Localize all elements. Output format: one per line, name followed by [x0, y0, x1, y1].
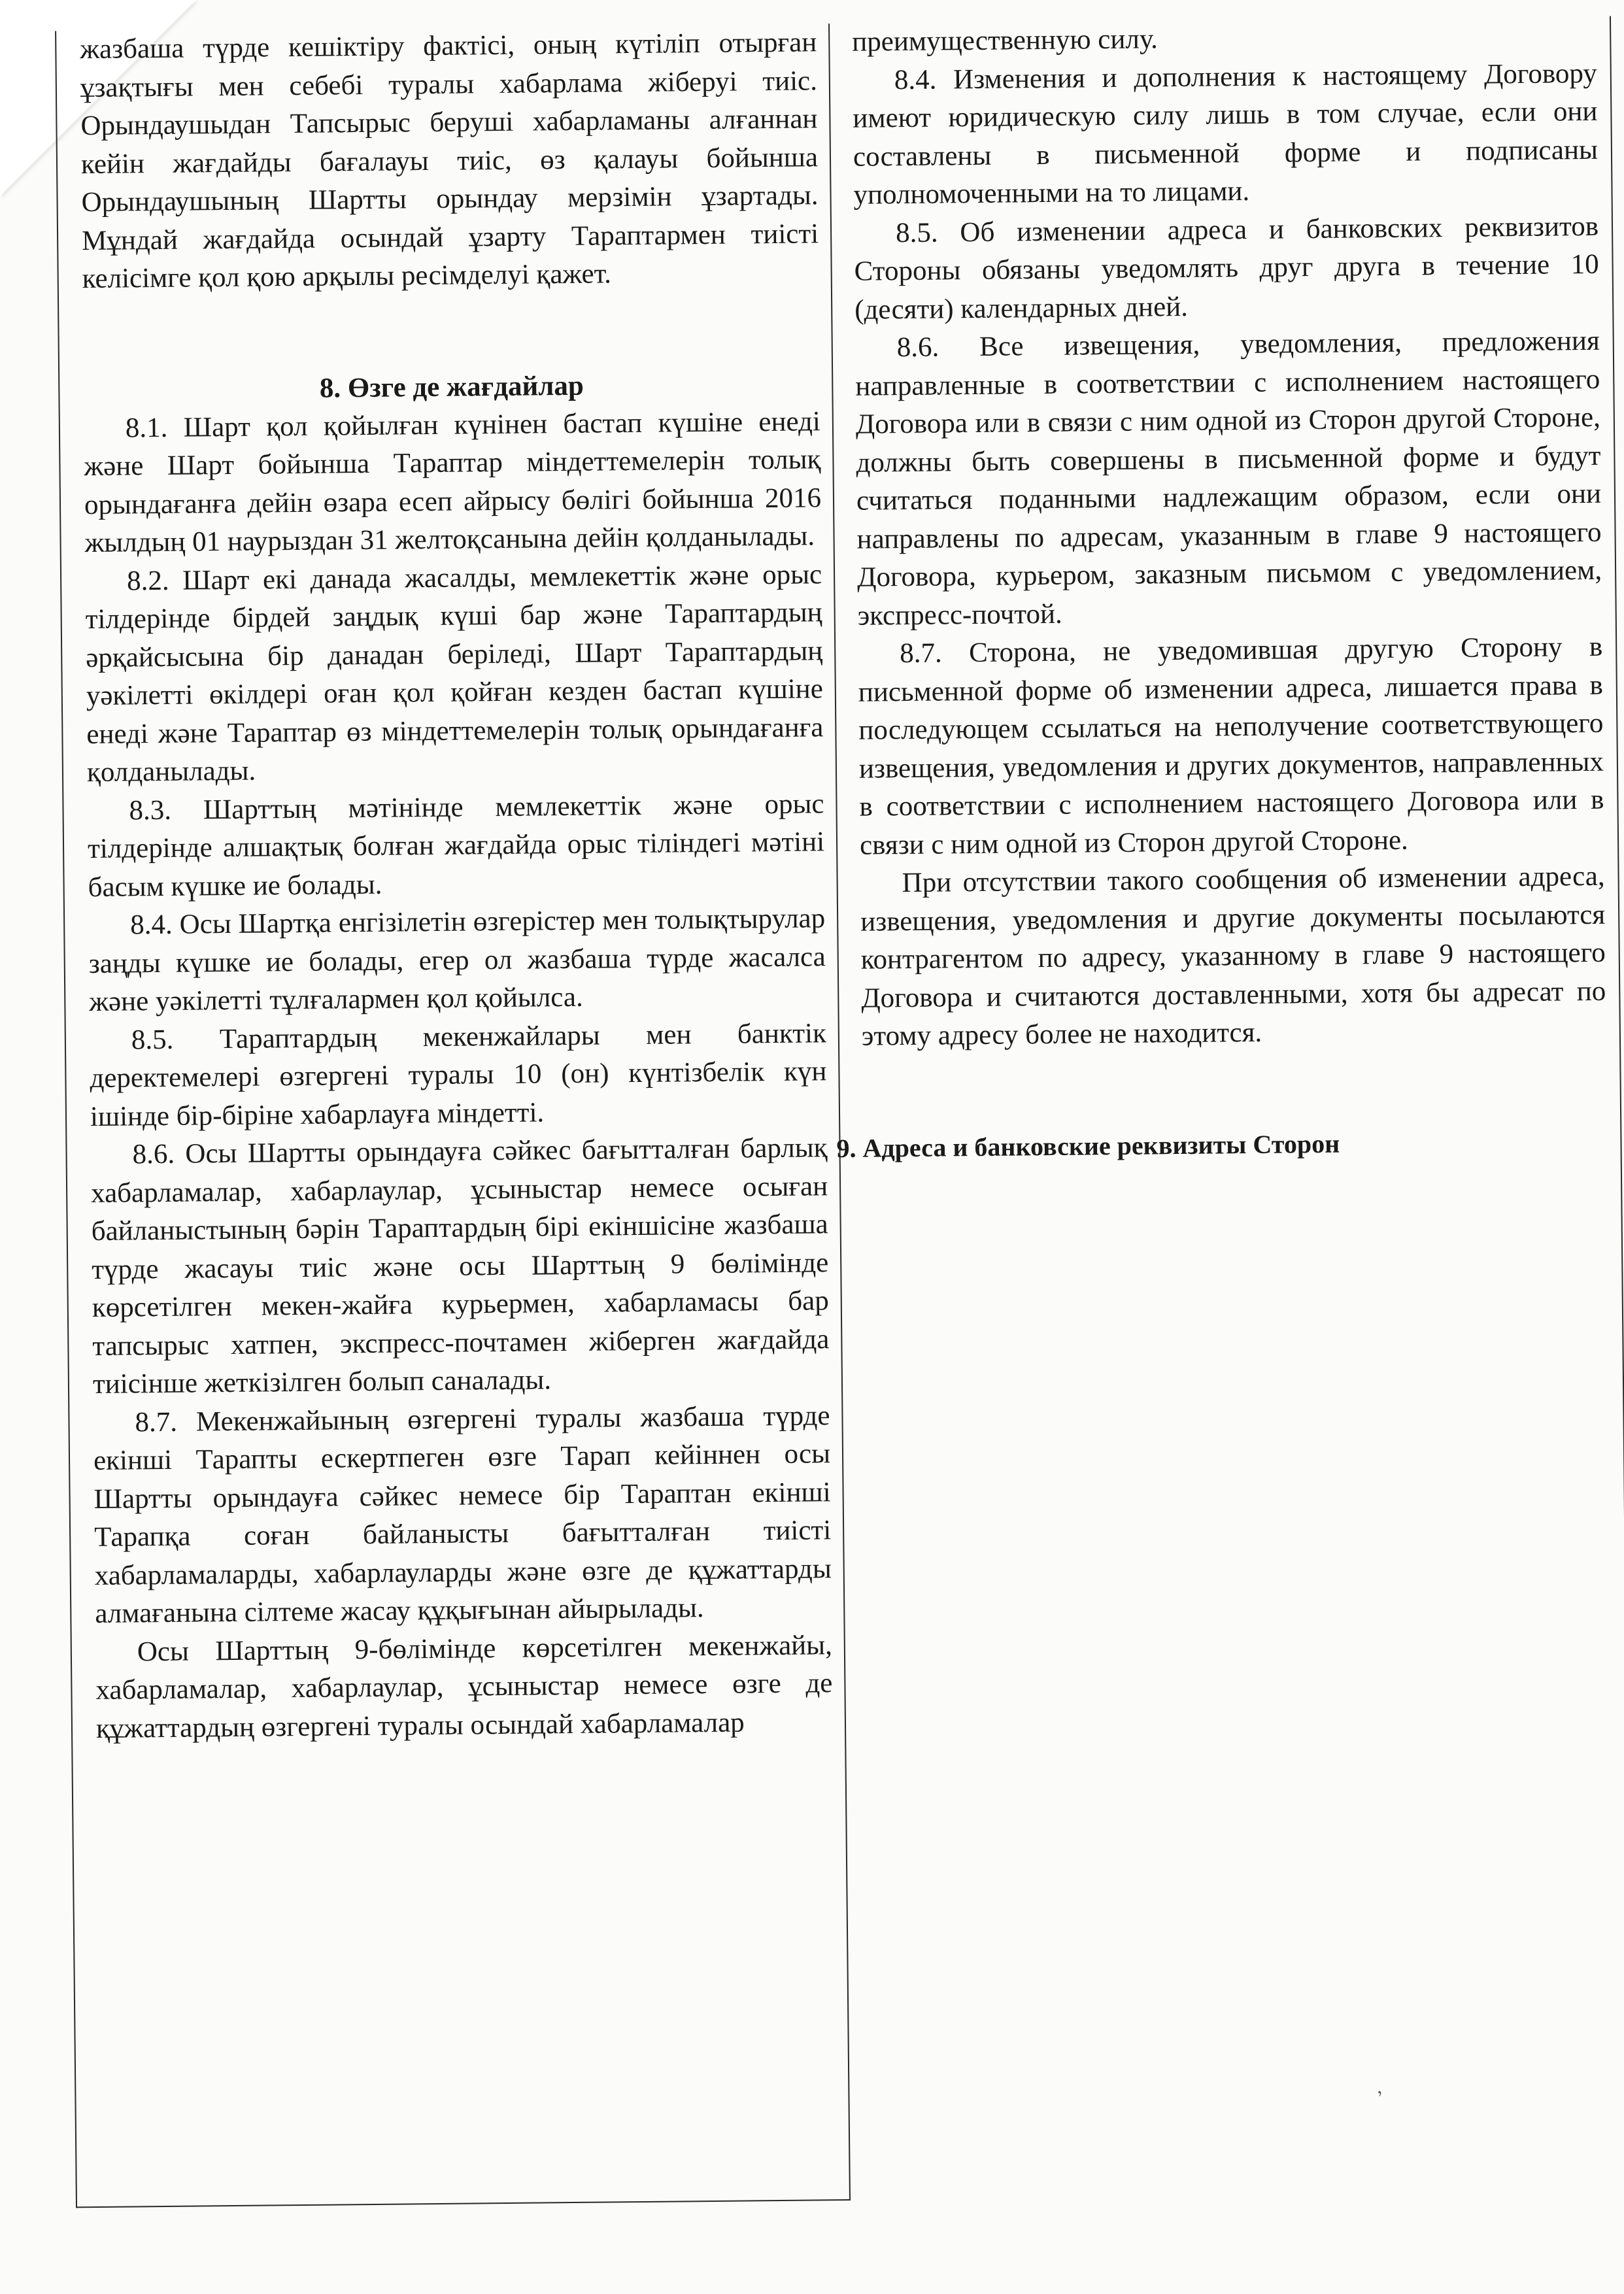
kazakh-clause-8-6: 8.6. Осы Шартты орындауға сәйкес бағытталған барлық хабарламалар, хабарлаулар, ұсыныстар немесе осыған байланыстының бәрін Тараптардың бірі екіншісіне жазбаша түрде жасауы тиіс және осы Шарттың 9 бөлімінде көрсетілген мекен-жайға курьермен, хабарламасы бар тапсырыс хатпен, экспресс-почтамен жіберген жағдайда тиісінше жеткізілген болып саналады. [90, 1132, 830, 1400]
kazakh-clause-8-5: 8.5. Тараптардың мекенжайлары мен банктік деректемелері өзгергені туралы 10 (он) күнтізбелік күн ішінде бір-біріне хабарлауға міндетті. [90, 1017, 827, 1132]
kazakh-column [55, 24, 851, 2208]
kazakh-clause-8-7: 8.7. Мекенжайының өзгергені туралы жазбаша түрде екінші Тарапты ескертпеген өзге Тарап кейіннен осы Шартты орындауға сәйкес немесе бір Тараптан екінші Тарапқа соған байланысты бағытталған тиісті хабарламаларды, хабарлауларды және өзге де құжаттарды алмағанына сілтеме жасау құқығынан айырылады. [93, 1400, 832, 1630]
russian-clause-8-4: 8.4. Изменения и дополнения к настоящему Договору имеют юридическую силу лишь в том случае, если они составлены в письменной форме и подписаны уполномоченными на то лицами. [853, 58, 1599, 211]
russian-clause-8-6: 8.6. Все извещения, уведомления, предложения направленные в соответствии с исполнением настоящего Договора или в связи с ним одной из Сторон другой Стороне, должны быть совершены в письменной форме и будут считаться поданными надлежащим образом, если они направлены по адресам, указанным в главе 9 настоящего Договора, курьером, заказным письмом с уведомлением, экспресс-почтой. [855, 325, 1602, 632]
kazakh-clause-8-2: 8.2. Шарт екі данада жасалды, мемлекеттік және орыс тілдерінде бірдей заңдық күші бар және Тараптардың әрқайсысына бір данадан беріледі, Шарт Тараптардың уәкілетті өкілдері оған қол қойған кезден бастап күшіне енеді және Тараптар өз міндеттемелерін толық орындағанға қолданылады. [85, 558, 824, 788]
kazakh-section-8-title: 8. Өзге де жағдайлар [319, 370, 584, 404]
kazakh-clause-8-7-continued: Осы Шарттың 9-бөлімінде көрсетілген мекенжайы, хабарламалар, хабарлаулар, ұсыныстар немесе өзге де құжаттардың өзгергені туралы осындай хабарламалар [95, 1629, 833, 1744]
kazakh-intro-text: жазбаша түрде кешіктіру фактісі, оның күтіліп отырған ұзақтығы мен себебі туралы хабарлама жіберуі тиіс. Орындаушыдан Тапсырыс беруші хабарламаны алғаннан кейін жағдайды бағалауы тиіс, өз қалауы бойынша Орындаушының Шартты орындау мерзімін ұзартады. Мұндай жағдайда осындай ұзарту Тараптармен тиісті келісімге қол қою арқылы ресімделуі қажет. [80, 27, 819, 295]
kazakh-clause-8-3: 8.3. Шарттың мәтінінде мемлекеттік және орыс тілдерінде алшақтық болған жағдайда орыс тіліндегі мәтіні басым күшке ие болады. [87, 788, 825, 903]
kazakh-clause-8-1: 8.1. Шарт қол қойылған күнінен бастап күшіне енеді және Шарт бойынша Тараптар міндеттемелерін толық орындағанға дейін өзара есеп айрысу бөлігі бойынша 2016 жылдың 01 наурыздан 31 желтоқсанына дейін қолданылады. [84, 405, 822, 559]
kazakh-clause-8-4: 8.4. Осы Шартқа енгізілетін өзгерістер мен толықтырулар заңды күшке ие болады, егер ол жазбаша түрде жасалса және уәкілетті тұлғалармен қол қойылса. [88, 903, 826, 1018]
russian-section-9-title: 9. Адреса и банковские реквизиты Сторон [836, 1128, 1340, 1163]
russian-clause-8-5: 8.5. Об изменении адреса и банковских реквизитов Стороны обязаны уведомлять друг друга в течение 10 (десяти) календарных дней. [854, 211, 1599, 326]
russian-clause-8-7: 8.7. Сторона, не уведомившая другую Сторону в письменной форме об изменении адреса, лишается права в последующем ссылаться на неполучение соответствующего извещения, уведомления и других документов, направленных в соответствии с исполнением настоящего Договора или в связи с ним одной из Сторон другой Стороне. [858, 631, 1604, 861]
russian-clause-8-7-continued: При отсутствии такого сообщения об изменении адреса, извещения, уведомления и другие документы посылаются контрагентом по адресу, указанному в главе 9 настоящего Договора и считаются доставленными, хотя бы адресат по этому адресу более не находится. [860, 860, 1606, 1052]
russian-column [828, 16, 1624, 2201]
stray-pen-mark: ʼ [1374, 2086, 1389, 2109]
russian-intro-text: преимущественную силу. [852, 24, 1158, 58]
bilingual-table [55, 16, 1624, 2208]
